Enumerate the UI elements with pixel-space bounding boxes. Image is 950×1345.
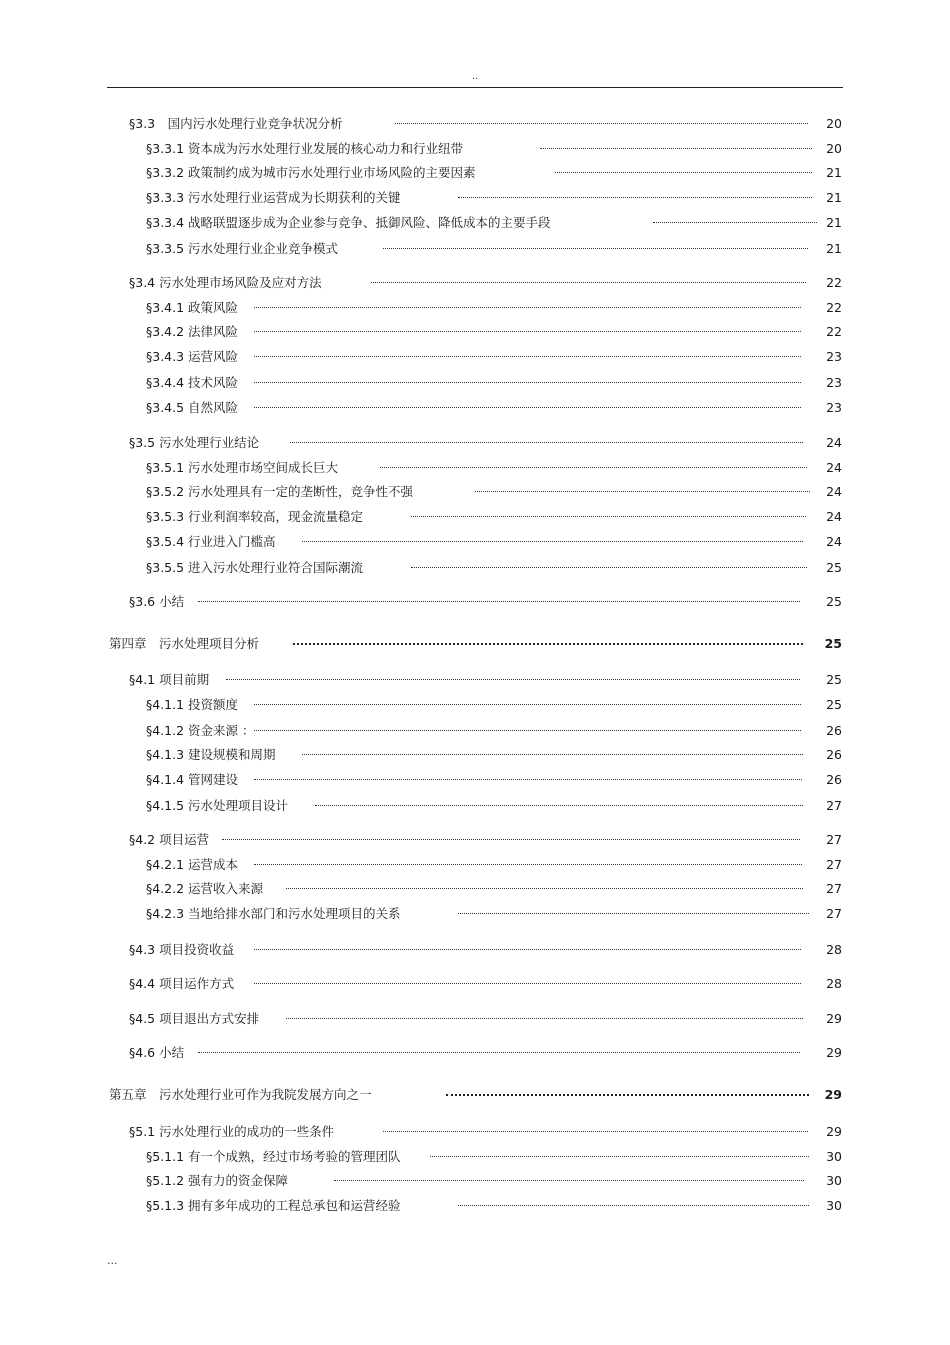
toc-row[interactable] xyxy=(146,300,842,316)
toc-page-number: 27 xyxy=(826,857,842,872)
toc-dot-leader xyxy=(430,1156,809,1157)
toc-row[interactable] xyxy=(146,349,842,365)
toc-page-number: 29 xyxy=(824,1087,842,1102)
toc-row[interactable] xyxy=(146,1173,842,1189)
toc-page-number: 22 xyxy=(826,300,842,315)
toc-label: §3.3.1 资本成为污水处理行业发展的核心动力和行业纽带 xyxy=(146,141,464,156)
toc-row[interactable] xyxy=(129,1045,842,1061)
toc-label: §3.5.5 进入污水处理行业符合国际潮流 xyxy=(146,560,364,575)
toc-row[interactable] xyxy=(146,190,842,206)
toc-row[interactable] xyxy=(146,772,842,788)
header-mark: .. xyxy=(471,71,479,82)
toc-dot-leader xyxy=(286,888,803,889)
toc-row[interactable] xyxy=(146,881,842,897)
toc-page-number: 30 xyxy=(826,1173,842,1188)
toc-dot-leader xyxy=(198,1052,800,1053)
toc-dot-leader xyxy=(254,356,801,357)
toc-dot-leader xyxy=(371,282,806,283)
toc-label: §3.6 小结 xyxy=(129,594,185,609)
toc-dot-leader xyxy=(383,248,808,249)
toc-dot-leader xyxy=(475,491,810,492)
toc-page-number: 24 xyxy=(826,484,842,499)
toc-row[interactable] xyxy=(129,1011,842,1027)
toc-dot-leader xyxy=(458,197,812,198)
toc-page-number: 24 xyxy=(826,534,842,549)
toc-row[interactable] xyxy=(146,1198,842,1214)
toc-page-number: 29 xyxy=(826,1124,842,1139)
toc-label: 第四章 污水处理项目分析 xyxy=(109,636,260,651)
toc-row[interactable] xyxy=(129,435,842,451)
toc-page-number: 27 xyxy=(826,906,842,921)
toc-label: §3.3.2 政策制约成为城市污水处理行业市场风险的主要因素 xyxy=(146,165,476,180)
toc-dot-leader xyxy=(458,1205,809,1206)
toc-page-number: 22 xyxy=(826,324,842,339)
toc-page-number: 29 xyxy=(826,1011,842,1026)
toc-row[interactable] xyxy=(129,275,842,291)
toc-label: §5.1.1 有一个成熟，经过市场考验的管理团队 xyxy=(146,1149,401,1164)
toc-label: §4.1.5 污水处理项目设计 xyxy=(146,798,289,813)
toc-label: §4.4 项目运作方式 xyxy=(129,976,235,991)
toc-page-number: 21 xyxy=(826,165,842,180)
toc-page-number: 20 xyxy=(826,116,842,131)
toc-label: §4.1.3 建设规模和周期 xyxy=(146,747,276,762)
toc-dot-leader xyxy=(254,407,801,408)
toc-row[interactable] xyxy=(146,857,842,873)
toc-dot-leader xyxy=(254,331,801,332)
toc-dot-leader xyxy=(540,148,812,149)
footer-mark: ... xyxy=(107,1254,118,1267)
toc-page-number: 23 xyxy=(826,400,842,415)
toc-dot-leader xyxy=(653,222,817,223)
toc-page-number: 26 xyxy=(826,747,842,762)
toc-row[interactable] xyxy=(129,1124,842,1140)
toc-label: §3.3 国内污水处理行业竞争状况分析 xyxy=(129,116,343,131)
toc-label: §3.3.5 污水处理行业企业竞争模式 xyxy=(146,241,339,256)
toc-row[interactable] xyxy=(146,215,842,231)
toc-label: §4.6 小结 xyxy=(129,1045,185,1060)
toc-dot-leader xyxy=(254,382,801,383)
toc-label: §4.3 项目投资收益 xyxy=(129,942,235,957)
toc-page-number: 24 xyxy=(826,435,842,450)
toc-row[interactable] xyxy=(129,832,842,848)
toc-label: §3.4 污水处理市场风险及应对方法 xyxy=(129,275,322,290)
toc-dot-leader xyxy=(411,567,807,568)
toc-row[interactable] xyxy=(146,165,842,181)
toc-page-number: 24 xyxy=(826,460,842,475)
toc-label: §3.5.2 污水处理具有一定的垄断性，竞争性不强 xyxy=(146,484,414,499)
toc-row[interactable] xyxy=(146,141,842,157)
toc-row[interactable] xyxy=(146,509,842,525)
toc-row[interactable] xyxy=(146,697,842,713)
toc-label: §3.3.4 战略联盟逐步成为企业参与竞争、抵御风险、降低成本的主要手段 xyxy=(146,215,551,230)
toc-dot-leader xyxy=(395,123,808,124)
toc-label: §3.5.4 行业进入门槛高 xyxy=(146,534,276,549)
toc-dot-leader xyxy=(198,601,800,602)
toc-dot-leader xyxy=(302,754,803,755)
toc-dot-leader xyxy=(315,805,803,806)
toc-dot-leader xyxy=(254,704,801,705)
toc-label: §4.2 项目运营 xyxy=(129,832,210,847)
toc-label: §5.1.2 强有力的资金保障 xyxy=(146,1173,289,1188)
toc-row[interactable] xyxy=(146,460,842,476)
toc-dot-leader xyxy=(411,516,806,517)
toc-row[interactable] xyxy=(146,906,842,922)
toc-label: §4.2.2 运营收入来源 xyxy=(146,881,264,896)
toc-label: §3.3.3 污水处理行业运营成为长期获利的关键 xyxy=(146,190,401,205)
toc-label: §5.1 污水处理行业的成功的一些条件 xyxy=(129,1124,335,1139)
toc-row[interactable] xyxy=(146,400,842,416)
toc-dot-leader xyxy=(293,643,803,645)
toc-page-number: 23 xyxy=(826,375,842,390)
toc-page-number: 25 xyxy=(826,697,842,712)
toc-row[interactable] xyxy=(146,241,842,257)
toc-row[interactable] xyxy=(146,375,842,391)
toc-row[interactable] xyxy=(129,594,842,610)
toc-label: §4.1 项目前期 xyxy=(129,672,210,687)
toc-page-number: 28 xyxy=(826,976,842,991)
toc-page-number: 30 xyxy=(826,1149,842,1164)
toc-page-number: 25 xyxy=(824,636,842,651)
toc-dot-leader xyxy=(286,1018,803,1019)
toc-label: §4.2.1 运营成本 xyxy=(146,857,239,872)
toc-dot-leader xyxy=(380,467,807,468)
toc-chapter-row[interactable] xyxy=(109,636,842,652)
toc-dot-leader xyxy=(555,172,812,173)
toc-page-number: 26 xyxy=(826,723,842,738)
toc-label: 第五章 污水处理行业可作为我院发展方向之一 xyxy=(109,1087,372,1102)
toc-page-number: 27 xyxy=(826,798,842,813)
toc-page-number: 27 xyxy=(826,832,842,847)
toc-page-number: 26 xyxy=(826,772,842,787)
toc-row[interactable] xyxy=(146,534,842,550)
toc-label: §3.5.3 行业利润率较高，现金流量稳定 xyxy=(146,509,364,524)
toc-page-number: 30 xyxy=(826,1198,842,1213)
toc-dot-leader xyxy=(290,442,803,443)
toc-row[interactable] xyxy=(129,672,842,688)
toc-dot-leader xyxy=(334,1180,804,1181)
toc-label: §3.4.1 政策风险 xyxy=(146,300,239,315)
toc-row[interactable] xyxy=(129,942,842,958)
toc-dot-leader xyxy=(254,779,802,780)
toc-label: §4.1.1 投资额度 xyxy=(146,697,239,712)
toc-page-number: 20 xyxy=(826,141,842,156)
toc-label: §4.1.4 管网建设 xyxy=(146,772,239,787)
toc-page-number: 25 xyxy=(826,560,842,575)
toc-dot-leader xyxy=(254,864,802,865)
toc-page-number: 21 xyxy=(826,190,842,205)
toc-row[interactable] xyxy=(129,976,842,992)
toc-label: §4.1.2 资金来源 ： xyxy=(146,723,255,738)
toc-label: §4.5 项目退出方式安排 xyxy=(129,1011,260,1026)
toc-label: §3.5.1 污水处理市场空间成长巨大 xyxy=(146,460,339,475)
toc-label: §4.2.3 当地给排水部门和污水处理项目的关系 xyxy=(146,906,401,921)
toc-row[interactable] xyxy=(146,560,842,576)
toc-dot-leader xyxy=(222,839,800,840)
toc-page-number: 21 xyxy=(826,215,842,230)
toc-page-number: 25 xyxy=(826,672,842,687)
toc-dot-leader xyxy=(383,1131,808,1132)
toc-row[interactable] xyxy=(146,798,842,814)
toc-dot-leader xyxy=(254,983,801,984)
toc-label: §5.1.3 拥有多年成功的工程总承包和运营经验 xyxy=(146,1198,401,1213)
toc-page-number: 28 xyxy=(826,942,842,957)
toc-row[interactable] xyxy=(146,484,842,500)
toc-dot-leader xyxy=(446,1094,809,1096)
toc-page-number: 27 xyxy=(826,881,842,896)
toc-row[interactable] xyxy=(146,1149,842,1165)
toc-row[interactable] xyxy=(146,723,842,739)
toc-page-number: 22 xyxy=(826,275,842,290)
toc-row[interactable] xyxy=(146,324,842,340)
toc-dot-leader xyxy=(226,679,800,680)
toc-dot-leader xyxy=(254,730,801,731)
toc-label: §3.4.5 自然风险 xyxy=(146,400,239,415)
toc-dot-leader xyxy=(254,949,801,950)
toc-page-number: 25 xyxy=(826,594,842,609)
toc-dot-leader xyxy=(458,913,809,914)
toc-label: §3.5 污水处理行业结论 xyxy=(129,435,260,450)
toc-page-number: 21 xyxy=(826,241,842,256)
toc-label: §3.4.2 法律风险 xyxy=(146,324,239,339)
toc-page-number: 24 xyxy=(826,509,842,524)
toc-page-number: 29 xyxy=(826,1045,842,1060)
toc-label: §3.4.4 技术风险 xyxy=(146,375,239,390)
toc-dot-leader xyxy=(302,541,803,542)
toc-chapter-row[interactable] xyxy=(109,1087,842,1103)
toc-dot-leader xyxy=(254,307,801,308)
toc-row[interactable] xyxy=(146,747,842,763)
toc-page-number: 23 xyxy=(826,349,842,364)
toc-label: §3.4.3 运营风险 xyxy=(146,349,239,364)
toc-row[interactable] xyxy=(129,116,842,132)
